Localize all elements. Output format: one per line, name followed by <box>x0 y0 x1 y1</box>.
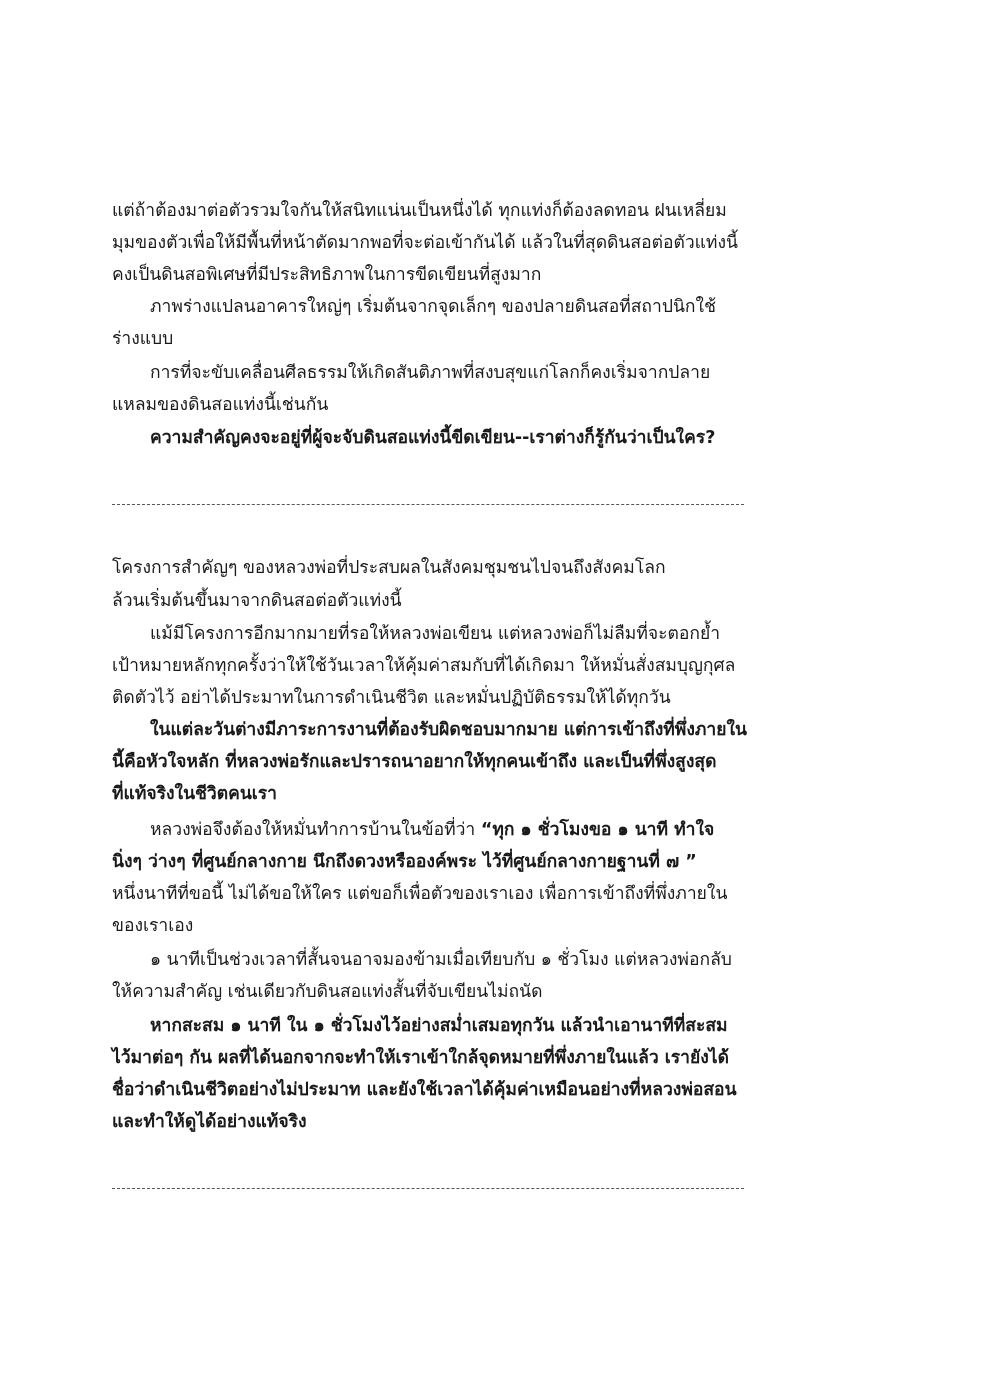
paragraph-line: ภาพร่างแปลนอาคารใหญ่ๆ เริ่มต้นจากจุดเล็กๆ ของปลายดินสอที่สถาปนิกใช้ <box>150 297 716 317</box>
paragraph-line: การที่จะขับเคลื่อนศีลธรรมให้เกิดสันติภาพที่สงบสุขแก่โลกก็คงเริ่มจากปลาย <box>150 363 711 383</box>
paragraph-line: คงเป็นดินสอพิเศษที่มีประสิทธิภาพในการขีดเขียนที่สูงมาก <box>112 265 542 285</box>
paragraph-line: โครงการสำคัญๆ ของหลวงพ่อที่ประสบผลในสังคมชุมชนไปจนถึงสังคมโลก <box>112 558 666 578</box>
bold-paragraph-line: ในแต่ละวันต่างมีภาระการงานที่ต้องรับผิดชอบมากมาย แต่การเข้าถึงที่พึ่งภายใน <box>150 720 748 740</box>
paragraph-line <box>112 815 790 845</box>
paragraph-line: มุมของตัวเพื่อให้มีพื้นที่หน้าตัดมากพอที่จะต่อเข้ากันได้ แล้วในที่สุดดินสอต่อตัวแท่งนี้ <box>112 233 738 253</box>
bold-paragraph-line: ไว้มาต่อๆ กัน ผลที่ได้นอกจากจะทำให้เราเข้าใกล้จุดหมายที่พึ่งภายในแล้ว เรายังได้ <box>112 1048 729 1068</box>
paragraph-line: แต่ถ้าต้องมาต่อตัวรวมใจกันให้สนิทแน่นเป็นหนึ่งได้ ทุกแท่งก็ต้องลดทอน ฝนเหลี่ยม <box>112 201 727 221</box>
paragraph-line: ๑ นาทีเป็นช่วงเวลาที่สั้นจนอาจมองข้ามเมื่อเทียบกับ ๑ ชั่วโมง แต่หลวงพ่อกลับ <box>150 950 732 970</box>
paragraph-line: ให้ความสำคัญ เช่นเดียวกับดินสอแท่งสั้นที่จับเขียนไม่ถนัด <box>112 982 543 1002</box>
quoted-homework-start: “ทุก ๑ ชั่วโมงขอ ๑ นาที ทำใจ <box>480 820 715 840</box>
paragraph-line: หนึ่งนาทีที่ขอนี้ ไม่ได้ขอให้ใคร แต่ขอก็เพื่อตัวของเราเอง เพื่อการเข้าถึงที่พึ่งภายใน <box>112 884 728 904</box>
bold-paragraph-line: และทำให้ดูได้อย่างแท้จริง <box>112 1112 307 1132</box>
paragraph-line: ติดตัวไว้ อย่าได้ประมาทในการดำเนินชีวิต และหมั่นปฏิบัติธรรมให้ได้ทุกวัน <box>112 688 671 708</box>
paragraph-line: แหลมของดินสอแท่งนี้เช่นกัน <box>112 395 329 415</box>
bold-paragraph-line: ความสำคัญคงจะอยู่ที่ผู้จะจับดินสอแท่งนี้ขีดเขียน--เราต่างก็รู้กันว่าเป็นใคร? <box>150 428 716 448</box>
paragraph-line: ของเราเอง <box>112 916 194 936</box>
paragraph-line: เป้าหมายหลักทุกครั้งว่าให้ใช้วันเวลาให้คุ้มค่าสมกับที่ได้เกิดมา ให้หมั่นสั่งสมบุญกุศล <box>112 656 736 676</box>
paragraph-text: หลวงพ่อจึงต้องให้หมั่นทำการบ้านในข้อที่ว่า <box>150 820 481 840</box>
paragraph-line: ล้วนเริ่มต้นขึ้นมาจากดินสอต่อตัวแท่งนี้ <box>112 591 402 611</box>
bold-paragraph-line: ที่แท้จริงในชีวิตคนเรา <box>112 784 278 804</box>
bold-paragraph-line: หากสะสม ๑ นาที ใน ๑ ชั่วโมงไว้อย่างสม่ำเสมอทุกวัน แล้วนำเอานาทีที่สะสม <box>150 1016 728 1036</box>
bold-paragraph-line: นี้คือหัวใจหลัก ที่หลวงพ่อรักและปรารถนาอยากให้ทุกคนเข้าถึง และเป็นที่พึ่งสูงสุด <box>112 752 717 772</box>
bold-paragraph-line: ชื่อว่าดำเนินชีวิตอย่างไม่ประมาท และยังใช้เวลาได้คุ้มค่าเหมือนอย่างที่หลวงพ่อสอน <box>112 1080 737 1100</box>
paragraph-line: แม้มีโครงการอีกมากมายที่รอให้หลวงพ่อเขียน แต่หลวงพ่อก็ไม่ลืมที่จะตอกย้ำ <box>150 624 721 644</box>
bold-paragraph-line: นิ่งๆ ว่างๆ ที่ศูนย์กลางกาย นึกถึงดวงหรือองค์พระ ไว้ที่ศูนย์กลางกายฐานที่ ๗ ” <box>112 852 697 872</box>
paragraph-line: ร่างแบบ <box>112 329 174 349</box>
dashed-divider <box>112 504 744 505</box>
dashed-divider <box>112 1188 744 1189</box>
